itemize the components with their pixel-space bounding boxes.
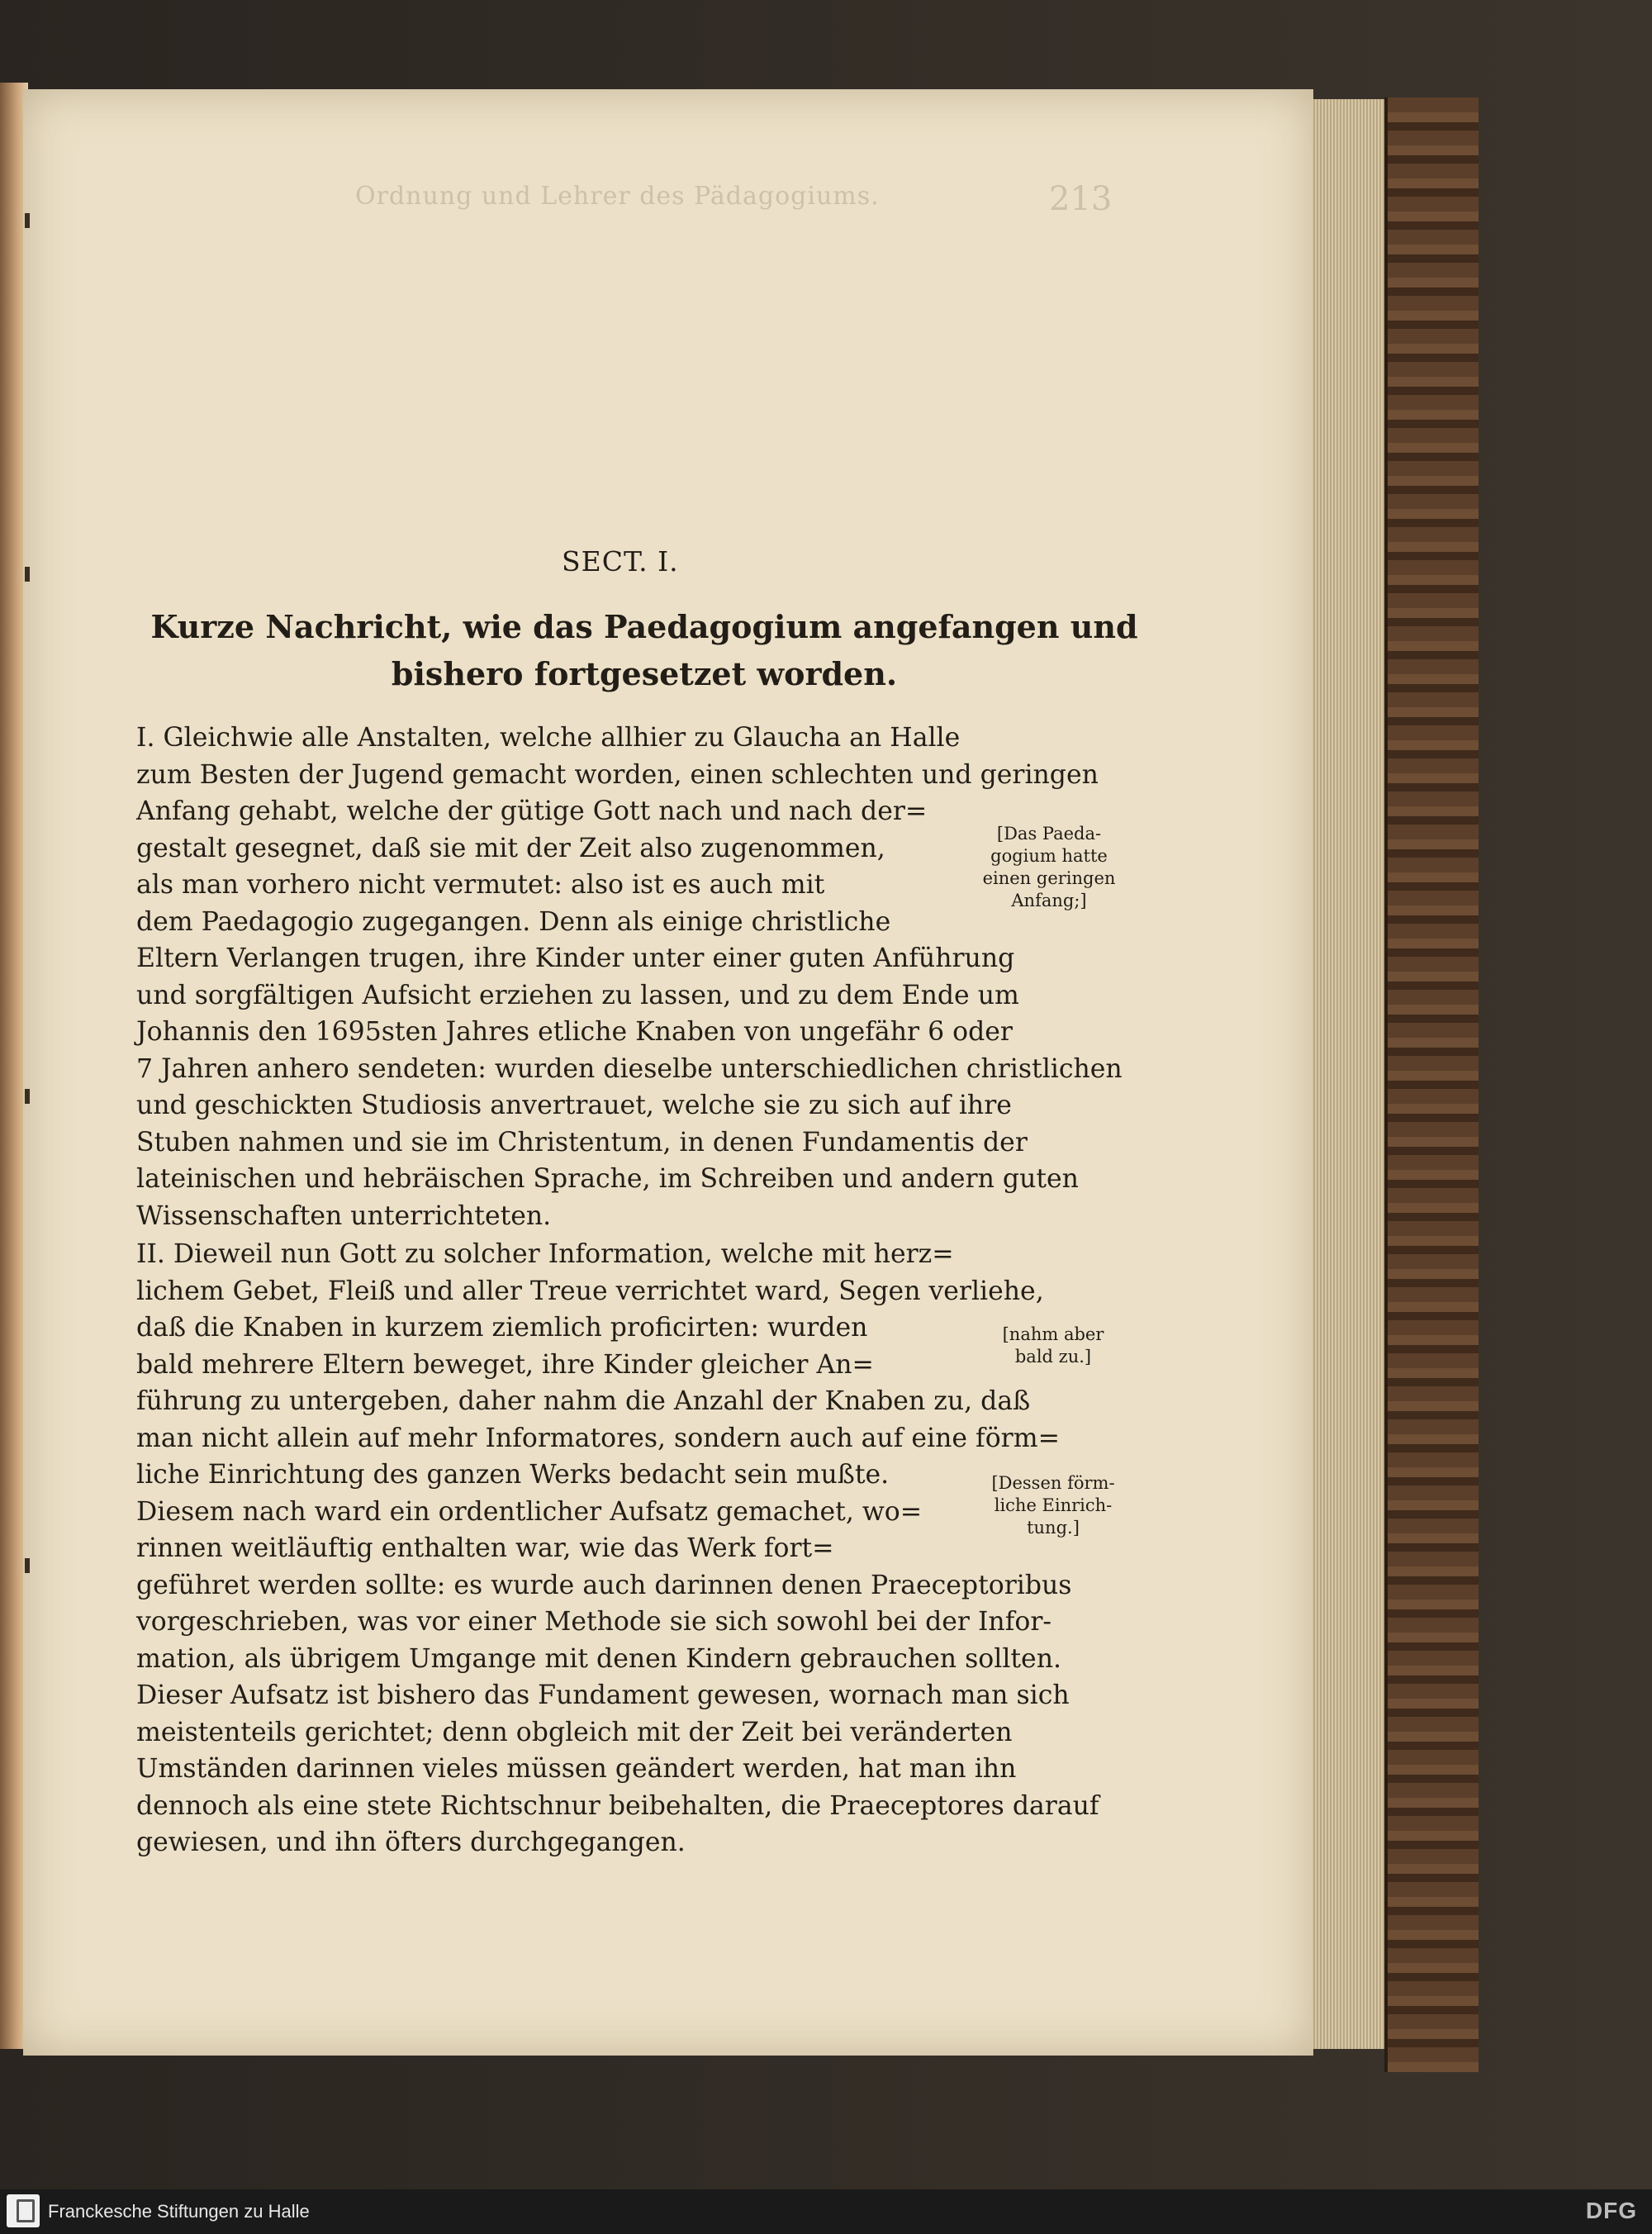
binding-mark <box>25 213 30 228</box>
margin-note <box>975 1324 1132 1368</box>
text-line: gestalt gesegnet, daß sie mit der Zeit also zugenommen, <box>136 833 885 863</box>
text-line: I. Gleichwie alle Anstalten, welche allhier zu Glaucha an Halle <box>136 723 961 753</box>
institution-logo-icon <box>7 2194 40 2227</box>
text-line: Diesem nach ward ein ordentlicher Aufsatz gemachet, wo= <box>136 1496 923 1527</box>
text-line: geführet werden sollte: es wurde auch darinnen denen Praeceptoribus <box>136 1570 1072 1600</box>
text-line: führung zu untergeben, daher nahm die Anzahl der Knaben zu, daß <box>136 1386 1031 1416</box>
text-line: mation, als übrigem Umgange mit denen Kindern gebrauchen sollten. <box>136 1643 1061 1674</box>
paragraph-1 <box>136 720 1127 1234</box>
page-stack-edge <box>1312 99 1386 2049</box>
margin-note-line: [Das Paeda- <box>996 824 1102 844</box>
text-line: meistenteils gerichtet; denn obgleich mit der Zeit bei veränderten <box>136 1717 1013 1747</box>
text-line: Dieser Aufsatz ist bishero das Fundament gewesen, wornach man sich <box>136 1680 1070 1710</box>
text-line: als man vorhero nicht vermutet: also ist es auch mit <box>136 870 825 900</box>
text-line: dennoch als eine stete Richtschnur beibehalten, die Praeceptores darauf <box>136 1790 1099 1821</box>
text-line: dem Paedagogio zugegangen. Denn als einige christliche <box>136 906 891 937</box>
bleed-through-page-number: 213 <box>1049 180 1113 218</box>
binding-mark <box>25 1089 30 1104</box>
text-line: bald mehrere Eltern beweget, ihre Kinder gleicher An= <box>136 1349 874 1380</box>
text-line: und sorgfältigen Aufsicht erziehen zu lassen, und zu dem Ende um <box>136 980 1019 1010</box>
text-line: gewiesen, und ihn öfters durchgegangen. <box>136 1828 686 1857</box>
text-line: man nicht allein auf mehr Informatores, sondern auch auf eine förm= <box>136 1423 1060 1453</box>
margin-note <box>971 823 1127 912</box>
text-line: rinnen weitläuftig enthalten war, wie das Werk fort= <box>136 1533 834 1563</box>
margin-note-line: tung.] <box>1027 1518 1080 1538</box>
book-cover-edge <box>1384 97 1479 2072</box>
text-line: 7 Jahren anhero sendeten: wurden dieselbe unterschiedlichen christlichen <box>136 1053 1123 1084</box>
margin-note <box>975 1472 1132 1539</box>
margin-note-line: liche Einrich- <box>994 1495 1113 1515</box>
margin-note-line: bald zu.] <box>1014 1347 1092 1367</box>
bleed-through-header: Ordnung und Lehrer des Pädagogiums. <box>355 182 880 211</box>
binding-mark <box>25 567 30 582</box>
binding-mark <box>25 1558 30 1573</box>
margin-note-line: gogium hatte <box>990 846 1108 866</box>
margin-note-line: Anfang;] <box>1011 891 1087 910</box>
text-line: II. Dieweil nun Gott zu solcher Information, welche mit herz= <box>136 1239 954 1269</box>
viewer-footer <box>0 2189 1652 2234</box>
text-line: zum Besten der Jugend gemacht worden, einen schlechten und geringen <box>136 759 1099 790</box>
chapter-title: Kurze Nachricht, wie das Paedagogium angefangen und bishero fortgesetzet worden. <box>150 608 1138 692</box>
dfg-logo: DFG <box>1585 2198 1637 2223</box>
margin-note-line: einen geringen <box>982 868 1116 888</box>
text-line: lateinischen und hebräischen Sprache, im Schreiben und andern guten <box>136 1164 1079 1194</box>
text-line: daß die Knaben in kurzem ziemlich proficirten: wurden <box>136 1313 868 1343</box>
institution-name: Franckesche Stiftungen zu Halle <box>48 2201 310 2222</box>
text-line: vorgeschrieben, was vor einer Methode sie sich sowohl bei der Infor- <box>136 1607 1052 1637</box>
text-line: Johannis den 1695sten Jahres etliche Knaben von ungefähr 6 oder <box>136 1017 1013 1047</box>
text-line: lichem Gebet, Fleiß und aller Treue verrichtet ward, Segen verliehe, <box>136 1276 1044 1306</box>
section-heading: SECT. I. <box>562 545 679 578</box>
margin-note-line: [Dessen förm- <box>991 1473 1115 1493</box>
margin-note-line: [nahm aber <box>1002 1324 1104 1344</box>
text-line: Eltern Verlangen trugen, ihre Kinder unter einer guten Anführung <box>136 944 1015 973</box>
text-line: und geschickten Studiosis anvertrauet, welche sie zu sich auf ihre <box>136 1091 1012 1120</box>
text-line: Wissenschaften unterrichteten. <box>136 1200 552 1231</box>
text-line: liche Einrichtung des ganzen Werks bedacht sein mußte. <box>136 1460 890 1490</box>
text-line: Stuben nahmen und sie im Christentum, in denen Fundamentis der <box>136 1127 1028 1157</box>
text-line: Anfang gehabt, welche der gütige Gott nach und nach der= <box>136 796 928 826</box>
text-line: Umständen darinnen vieles müssen geändert werden, hat man ihn <box>136 1754 1017 1784</box>
